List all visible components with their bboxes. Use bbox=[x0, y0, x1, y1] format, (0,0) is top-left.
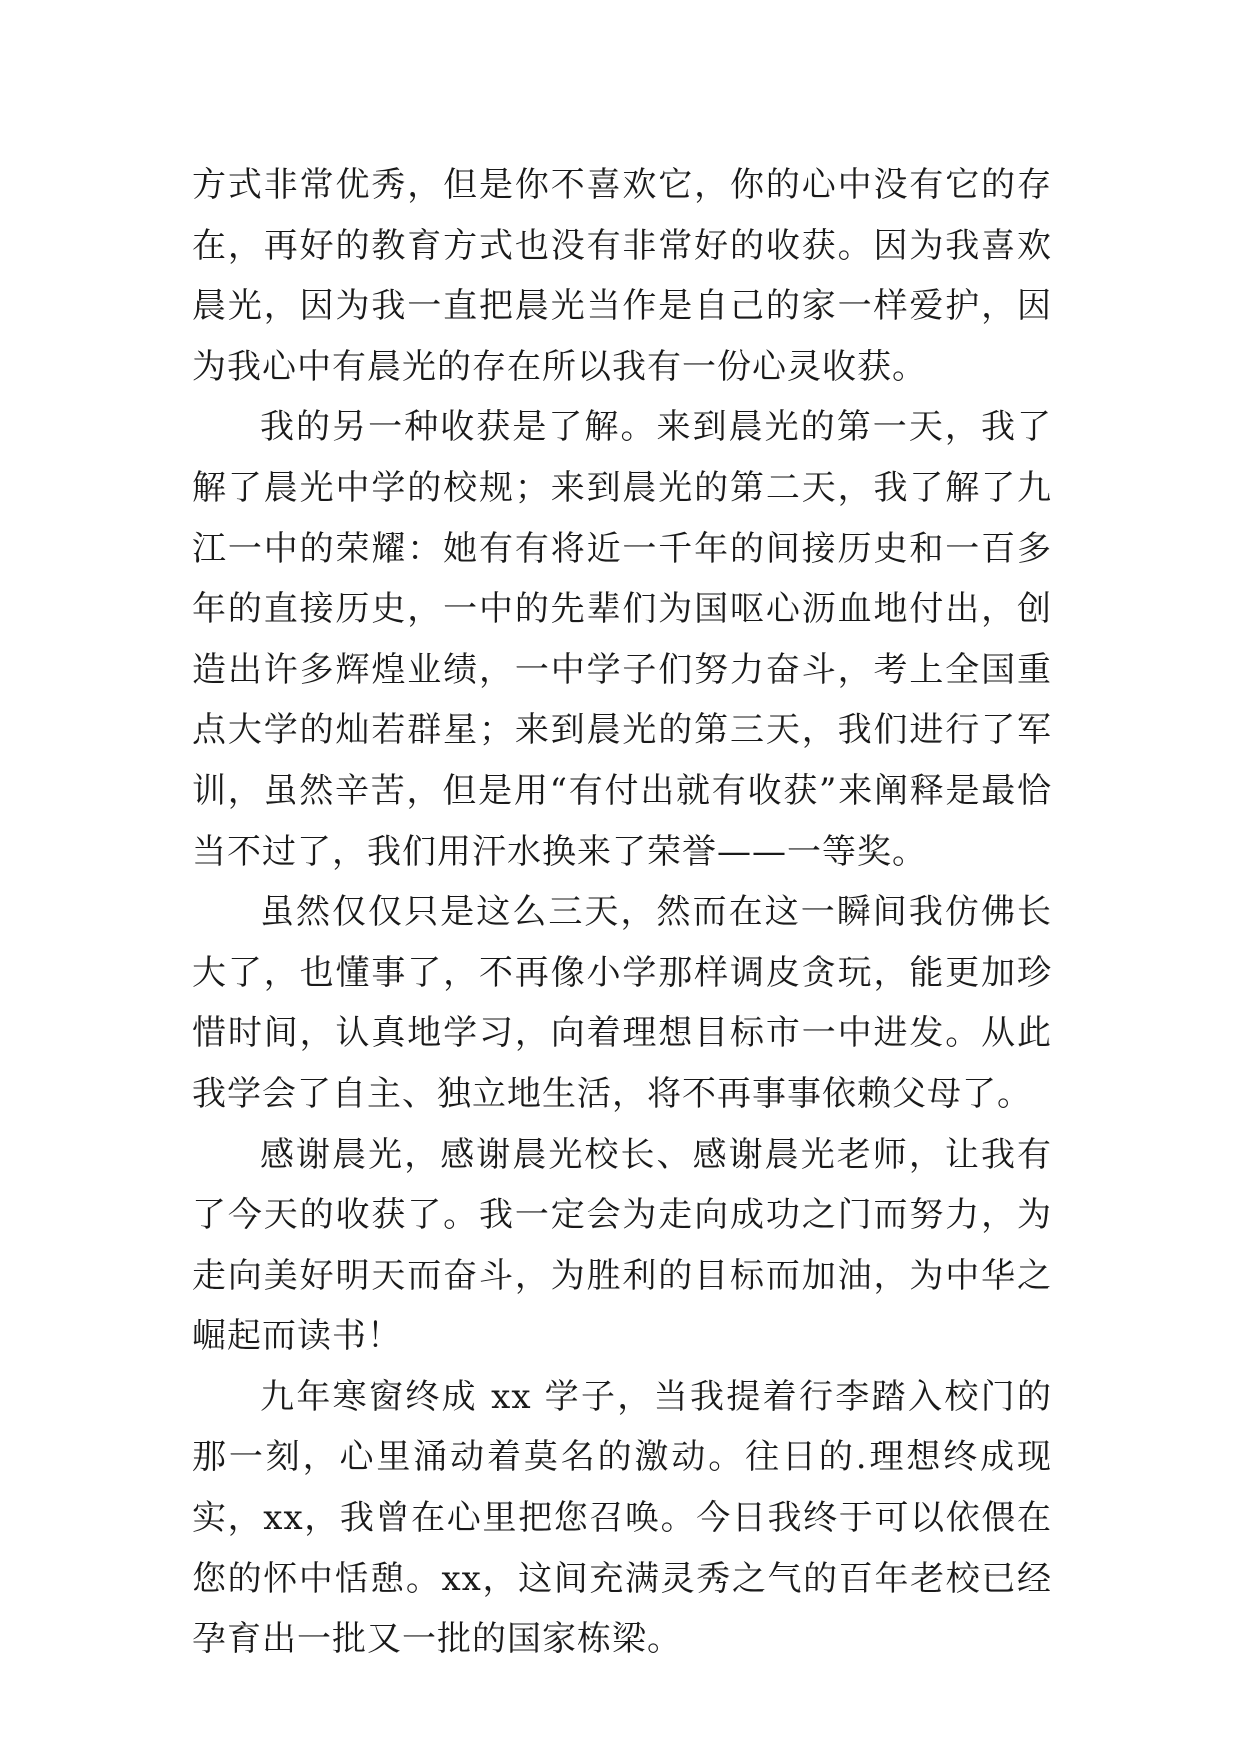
document-body bbox=[192, 155, 1052, 1670]
paragraph-5: 九年寒窗终成 xx 学子，当我提着行李踏入校门的那一刻，心里涌动着莫名的激动。往日的.理想终成现实，xx，我曾在心里把您召唤。今日我终于可以依偎在您的怀中恬憩。xx，这间充满灵秀之气的百年老校已经孕育出一批又一批的国家栋梁。 bbox=[192, 1376, 1052, 1660]
paragraph-1: 方式非常优秀，但是你不喜欢它，你的心中没有它的存在，再好的教育方式也没有非常好的收获。因为我喜欢晨光，因为我一直把晨光当作是自己的家一样爱护，因为我心中有晨光的存在所以我有一份心灵收获。 bbox=[192, 165, 1052, 387]
paragraph-3: 虽然仅仅只是这么三天，然而在这一瞬间我仿佛长大了，也懂事了，不再像小学那样调皮贪玩，能更加珍惜时间，认真地学习，向着理想目标市一中进发。从此我学会了自主、独立地生活，将不再事事依赖父母了。 bbox=[192, 892, 1052, 1114]
paragraph-4: 感谢晨光，感谢晨光校长、感谢晨光老师，让我有了今天的收获了。我一定会为走向成功之门而努力，为走向美好明天而奋斗，为胜利的目标而加油，为中华之崛起而读书！ bbox=[192, 1134, 1052, 1357]
paragraph-2: 我的另一种收获是了解。来到晨光的第一天，我了解了晨光中学的校规；来到晨光的第二天，我了解了九江一中的荣耀：她有有将近一千年的间接历史和一百多年的直接历史，一中的先辈们为国呕心沥血地付出，创造出许多辉煌业绩，一中学子们努力奋斗，考上全国重点大学的灿若群星；来到晨光的第三天，我们进行了军训，虽然辛苦，但是用“有付出就有收获”来阐释是最恰当不过了，我们用汗水换来了荣誉——一等奖。 bbox=[192, 407, 1052, 872]
